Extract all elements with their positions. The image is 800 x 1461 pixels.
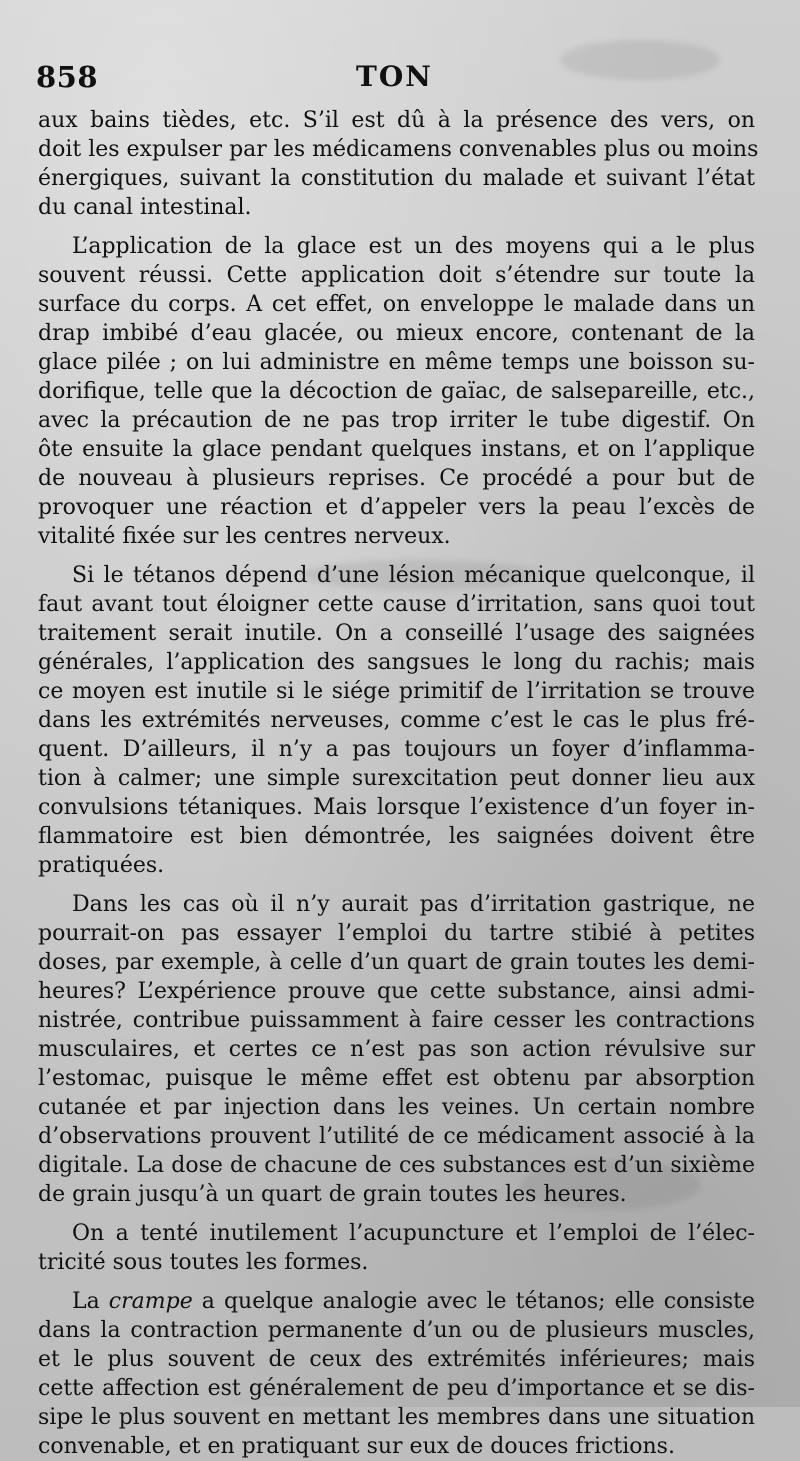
text-line: drap imbibé d’eau glacée, ou mieux encore, contenant de la <box>38 321 755 346</box>
text-line: faut avant tout éloigner cette cause d’irritation, sans quoi tout <box>38 592 755 617</box>
text-line: énergiques, suivant la constitution du malade et suivant l’état <box>38 166 755 191</box>
text-line: dans les extrémités nerveuses, comme c’est le cas le plus fré- <box>38 708 755 733</box>
text-line: quent. D’ailleurs, il n’y a pas toujours un foyer d’inflamma- <box>38 737 755 762</box>
text-line: digitale. La dose de chacune de ces substances est d’un sixième <box>38 1153 755 1178</box>
running-head: TON <box>356 60 433 93</box>
text-line: dorifique, telle que la décoction de gaïac, de salsepareille, etc., <box>38 379 755 404</box>
body-text <box>38 106 759 1461</box>
text-line: ce moyen est inutile si le siége primitif de l’irritation se trouve <box>38 679 755 704</box>
paragraph-gap <box>38 1209 755 1219</box>
text-line: tion à calmer; une simple surexcitation peut donner lieu aux <box>38 766 755 791</box>
text-line: La crampe a quelque analogie avec le tétanos; elle consiste <box>72 1289 755 1314</box>
text-line: d’observations prouvent l’utilité de ce médicament associé à la <box>38 1124 755 1149</box>
text-line: cette affection est généralement de peu d’importance et se dis- <box>38 1376 755 1401</box>
text-line: souvent réussi. Cette application doit s’étendre sur toute la <box>38 263 755 288</box>
text-line: Dans les cas où il n’y aurait pas d’irritation gastrique, ne <box>72 892 755 917</box>
text-line: musculaires, et certes ce n’est pas son action révulsive sur <box>38 1037 755 1062</box>
text-line: convulsions tétaniques. Mais lorsque l’existence d’un foyer in- <box>38 795 755 820</box>
text-line: l’estomac, puisque le même effet est obtenu par absorption <box>38 1066 755 1091</box>
text-line: convenable, et en pratiquant sur eux de douces frictions. <box>38 1434 675 1459</box>
text-line: doses, par exemple, à celle d’un quart de grain toutes les demi- <box>38 950 755 975</box>
text-line: sipe le plus souvent en mettant les membres dans une situation <box>38 1405 755 1430</box>
paragraph-gap <box>38 880 755 890</box>
text-line: tricité sous toutes les formes. <box>38 1250 369 1275</box>
text-line: avec la précaution de ne pas trop irriter le tube digestif. On <box>38 408 755 433</box>
text-line: vitalité fixée sur les centres nerveux. <box>38 524 451 549</box>
text-line: pourrait-on pas essayer l’emploi du tartre stibié à petites <box>38 921 755 946</box>
text-line: du canal intestinal. <box>38 195 252 220</box>
text-line: cutanée et par injection dans les veines. Un certain nombre <box>38 1095 755 1120</box>
text-line: générales, l’application des sangsues le long du rachis; mais <box>38 650 755 675</box>
text-line: dans la contraction permanente d’un ou de plusieurs muscles, <box>38 1318 755 1343</box>
text-line: doit les expulser par les médicamens convenables plus ou moins <box>38 137 759 162</box>
text-line: flammatoire est bien démontrée, les saignées doivent être <box>38 824 755 849</box>
text-line: et le plus souvent de ceux des extrémités inférieures; mais <box>38 1347 755 1372</box>
text-line: ôte ensuite la glace pendant quelques instans, et on l’applique <box>38 437 755 462</box>
paragraph-gap <box>38 551 755 561</box>
paragraph <box>38 232 755 551</box>
paragraph <box>38 890 755 1209</box>
text-line: traitement serait inutile. On a conseillé l’usage des saignées <box>38 621 755 646</box>
text-line: de grain jusqu’à un quart de grain toutes les heures. <box>38 1182 627 1207</box>
text-line: nistrée, contribue puissamment à faire cesser les contractions <box>38 1008 755 1033</box>
emphasized-term: crampe <box>108 1289 193 1314</box>
paragraph <box>38 1219 755 1277</box>
paragraph <box>38 1287 755 1461</box>
paragraph-gap <box>38 1277 755 1287</box>
paragraph <box>38 561 755 880</box>
text-line: surface du corps. A cet effet, on enveloppe le malade dans un <box>38 292 755 317</box>
text-line: L’application de la glace est un des moyens qui a le plus <box>72 234 755 259</box>
text-line: On a tenté inutilement l’acupuncture et l’emploi de l’élec- <box>72 1221 755 1246</box>
paragraph-gap <box>38 222 755 232</box>
text-line: heures? L’expérience prouve que cette substance, ainsi admi- <box>38 979 755 1004</box>
text-line: de nouveau à plusieurs reprises. Ce procédé a pour but de <box>38 466 755 491</box>
text-line: Si le tétanos dépend d’une lésion mécanique quelconque, il <box>72 563 755 588</box>
paragraph <box>38 106 759 222</box>
text-line: pratiquées. <box>38 853 165 878</box>
page-header <box>36 60 756 96</box>
text-line: glace pilée ; on lui administre en même temps une boisson su- <box>38 350 755 375</box>
text-line: aux bains tièdes, etc. S’il est dû à la présence des vers, on <box>38 108 755 133</box>
page-number: 858 <box>36 60 99 94</box>
text-line: provoquer une réaction et d’appeler vers la peau l’excès de <box>38 495 755 520</box>
